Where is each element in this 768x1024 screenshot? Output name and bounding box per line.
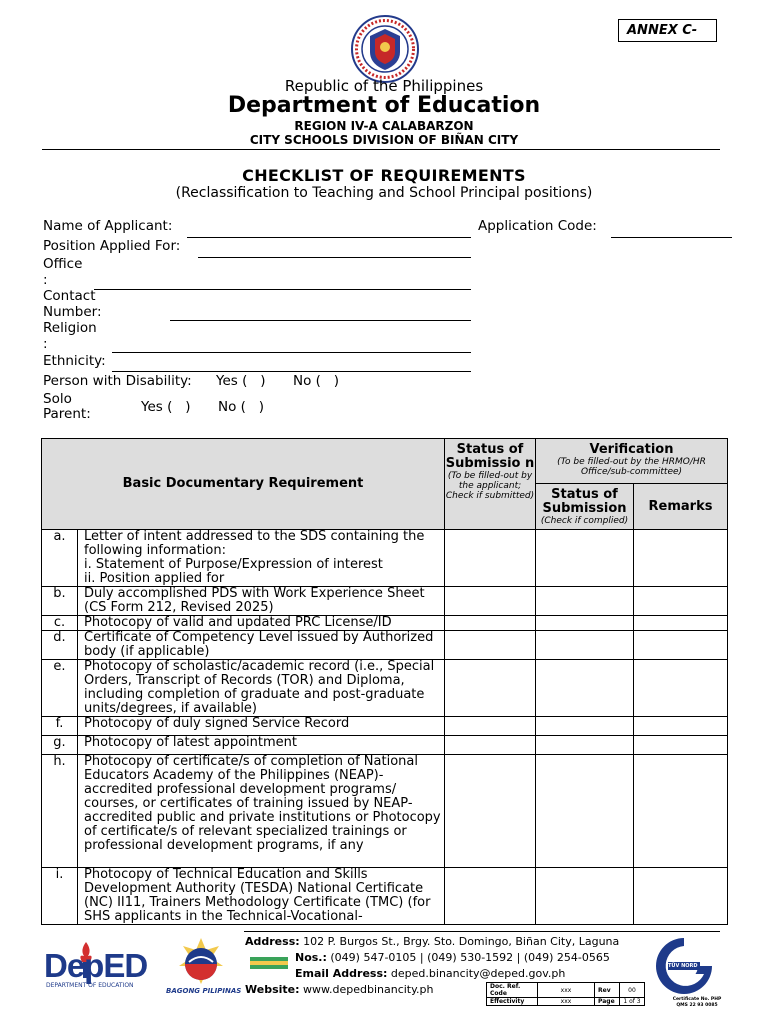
- remarks-cell[interactable]: [634, 616, 728, 631]
- row-letter: i.: [42, 868, 78, 925]
- remarks-cell[interactable]: [634, 587, 728, 616]
- row-requirement: Certificate of Competency Level issued by Authorized body (if applicable): [78, 631, 445, 660]
- remarks-cell[interactable]: [634, 631, 728, 660]
- verifier-status-cell[interactable]: [536, 660, 634, 717]
- page-value: 1 of 3: [620, 998, 645, 1006]
- table-row: [42, 736, 728, 755]
- verifier-status-cell[interactable]: [536, 736, 634, 755]
- row-requirement: Photocopy of scholastic/academic record (i.e., Special Orders, Transcript of Records (TOR) and Diploma, including completion of graduate and post-graduate units/degrees, if available): [78, 660, 445, 717]
- applicant-status-cell[interactable]: [445, 530, 536, 587]
- row-letter: e.: [42, 660, 78, 717]
- row-requirement: Photocopy of valid and updated PRC License/ID: [78, 616, 445, 631]
- certificate-number: Certificate No. PHP QMS 22 93 0085: [672, 997, 722, 1008]
- app-code-field[interactable]: [611, 237, 732, 238]
- remarks-header: Remarks: [634, 484, 728, 530]
- website-value[interactable]: www.depedbinancity.ph: [303, 983, 434, 996]
- effectivity-label: Effectivity: [487, 998, 538, 1006]
- doc-ref-label: Doc. Ref. Code: [487, 983, 538, 998]
- table-row: [42, 616, 728, 631]
- office-colon: :: [43, 272, 48, 288]
- remarks-cell[interactable]: [634, 868, 728, 925]
- row-requirement: Photocopy of Technical Education and Skills Development Authority (TESDA) National Certificate (NC) II11, Trainers Methodology Certificate (TMC) (for SHS applicants in the Technical-Vocational-: [78, 868, 445, 925]
- table-row: [42, 717, 728, 736]
- office-label: Office: [43, 256, 83, 272]
- rev-value: 00: [620, 983, 645, 998]
- doc-reference-table: [486, 982, 645, 1006]
- row-requirement: Letter of intent addressed to the SDS containing the following information: i. Statement of Purpose/Expression of interest ii. Position applied for: [78, 530, 445, 587]
- name-field[interactable]: [187, 237, 471, 238]
- website-label: Website:: [245, 983, 300, 996]
- effectivity-value: xxx: [538, 998, 595, 1006]
- footer-phone: [295, 950, 610, 966]
- phone-label: Nos.:: [295, 951, 327, 964]
- verifier-status-cell[interactable]: [536, 530, 634, 587]
- header-divider: [42, 149, 720, 150]
- pwd-yes-option[interactable]: Yes ( ): [216, 373, 266, 389]
- status2-header-note: (Check if complied): [540, 515, 629, 526]
- page-title: CHECKLIST OF REQUIREMENTS: [242, 166, 526, 185]
- verifier-status-cell[interactable]: [536, 587, 634, 616]
- bagong-pilipinas-icon: [171, 936, 231, 986]
- pwd-no-option[interactable]: No ( ): [293, 373, 340, 389]
- row-letter: f.: [42, 717, 78, 736]
- tuv-text: TÜV NORD: [668, 963, 698, 969]
- footer-divider: [244, 931, 720, 932]
- row-requirement: Photocopy of certificate/s of completion of National Educators Academy of the Philippines (NEAP)-accredited professional development programs/ courses, or certificates of training issued by NEAP-accredited public and private institutions or Photocopy of certificate/s of relevant specialized trainings or professional development programs, if any: [78, 755, 445, 868]
- verifier-status-cell[interactable]: [536, 616, 634, 631]
- verification-status-header: [536, 484, 634, 530]
- header-region: REGION IV-A CALABARZON: [294, 119, 474, 133]
- solo-parent-label: Solo: [43, 391, 72, 407]
- applicant-status-cell[interactable]: [445, 717, 536, 736]
- contact-label: Contact: [43, 288, 96, 304]
- applicant-status-cell[interactable]: [445, 616, 536, 631]
- row-requirement: Photocopy of latest appointment: [78, 736, 445, 755]
- remarks-cell[interactable]: [634, 660, 728, 717]
- status2-header-text: Status of Submission: [542, 486, 627, 516]
- header-division: CITY SCHOOLS DIVISION OF BIÑAN CITY: [249, 133, 519, 147]
- verification-header-note: (To be filled-out by the HRMO/HR Office/sub-committee): [557, 457, 706, 477]
- annex-label: ANNEX C-: [618, 19, 717, 42]
- bagong-pilipinas-text: BAGONG PILIPINAS: [166, 987, 242, 995]
- verifier-status-cell[interactable]: [536, 631, 634, 660]
- verifier-status-cell[interactable]: [536, 755, 634, 868]
- deped-seal-icon: [350, 14, 420, 84]
- footer-email: [295, 966, 565, 982]
- row-letter: c.: [42, 616, 78, 631]
- applicant-status-cell[interactable]: [445, 660, 536, 717]
- doc-ref-value: xxx: [538, 983, 595, 998]
- status-header-text: Status of Submissio n: [445, 442, 535, 471]
- remarks-cell[interactable]: [634, 717, 728, 736]
- row-letter: g.: [42, 736, 78, 755]
- solo-no-option[interactable]: No ( ): [218, 399, 265, 415]
- deped-logo-text: DepED: [44, 947, 148, 984]
- rev-label: Rev: [595, 983, 620, 998]
- table-row: [42, 530, 728, 587]
- row-letter: b.: [42, 587, 78, 616]
- applicant-status-cell[interactable]: [445, 755, 536, 868]
- phone-value: (049) 547-0105 | (049) 530-1592 | (049) 254-0565: [330, 951, 610, 964]
- remarks-cell[interactable]: [634, 736, 728, 755]
- page-label: Page: [595, 998, 620, 1006]
- applicant-status-cell[interactable]: [445, 587, 536, 616]
- contact-label-2: Number:: [43, 304, 102, 320]
- footer-website: [245, 982, 434, 998]
- office-field[interactable]: [94, 289, 471, 290]
- name-label: Name of Applicant:: [43, 218, 173, 234]
- address-label: Address:: [245, 935, 300, 948]
- email-label: Email Address:: [295, 967, 388, 980]
- table-row: [42, 755, 728, 868]
- remarks-cell[interactable]: [634, 755, 728, 868]
- deped-logo-subtext: DEPARTMENT OF EDUCATION: [46, 982, 134, 989]
- religion-colon: :: [43, 336, 48, 352]
- table-row: [42, 587, 728, 616]
- footer-address: [245, 934, 619, 950]
- page-subtitle: (Reclassification to Teaching and School Principal positions): [175, 185, 593, 201]
- verifier-status-cell[interactable]: [536, 717, 634, 736]
- row-letter: a.: [42, 530, 78, 587]
- row-letter: d.: [42, 631, 78, 660]
- verifier-status-cell[interactable]: [536, 868, 634, 925]
- position-field[interactable]: [198, 257, 471, 258]
- bagong-pilipinas-logo: [166, 936, 242, 998]
- hotline-badge-icon: [250, 957, 288, 969]
- row-letter: h.: [42, 755, 78, 868]
- solo-parent-label-2: Parent:: [43, 406, 91, 422]
- ethnicity-field[interactable]: [112, 371, 471, 372]
- email-value[interactable]: deped.binancity@deped.gov.ph: [390, 967, 566, 980]
- solo-yes-option[interactable]: Yes ( ): [141, 399, 191, 415]
- row-requirement: Duly accomplished PDS with Work Experience Sheet (CS Form 212, Revised 2025): [78, 587, 445, 616]
- header-republic: Republic of the Philippines: [284, 77, 484, 95]
- applicant-status-cell[interactable]: [445, 736, 536, 755]
- row-requirement: Photocopy of duly signed Service Record: [78, 717, 445, 736]
- verification-header-text: Verification: [589, 442, 674, 457]
- header-department: Department of Education: [227, 93, 541, 118]
- religion-label: Religion: [43, 320, 97, 336]
- address-value: 102 P. Burgos St., Brgy. Sto. Domingo, Biñan City, Laguna: [303, 935, 620, 948]
- applicant-status-cell[interactable]: [445, 631, 536, 660]
- remarks-cell[interactable]: [634, 530, 728, 587]
- applicant-status-cell[interactable]: [445, 868, 536, 925]
- table-row: [42, 660, 728, 717]
- table-row: [42, 868, 728, 925]
- status-header-note: (To be filled-out by the applicant; Check if submitted): [445, 471, 535, 501]
- status-submission-header: [445, 439, 536, 530]
- ethnicity-label: Ethnicity:: [43, 353, 106, 369]
- verification-header: [536, 439, 728, 484]
- position-label: Position Applied For:: [43, 238, 181, 254]
- app-code-label: Application Code:: [478, 218, 597, 234]
- contact-field[interactable]: [170, 320, 471, 321]
- deped-logo: [44, 940, 164, 996]
- requirements-table: [41, 438, 728, 925]
- pwd-label: Person with Disability:: [43, 373, 192, 389]
- table-row: [42, 631, 728, 660]
- religion-field[interactable]: [112, 352, 471, 353]
- basic-requirement-header: Basic Documentary Requirement: [42, 439, 445, 530]
- tuv-certification-logo: [648, 934, 720, 996]
